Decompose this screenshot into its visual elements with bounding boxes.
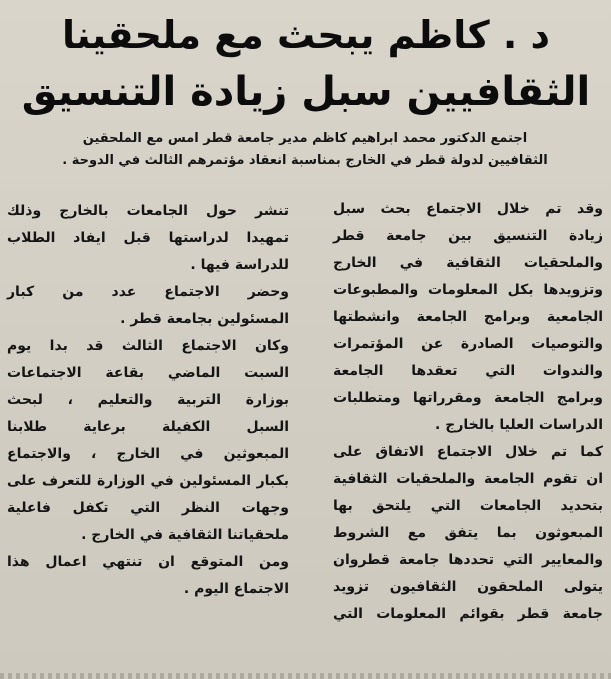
column-divider: [296, 200, 297, 670]
body-line: وتزويدها بكل المعلومات والمطبوعات: [333, 282, 603, 298]
headline-line-1: د . كاظم يبحث مع ملحقينا: [62, 13, 550, 57]
body-line: السبل الكفيلة برعاية طلابنا: [7, 419, 289, 435]
article-column-left: [7, 198, 289, 603]
body-line: الجامعية وبرامج الجامعة وانشطتها: [333, 309, 603, 325]
body-line: وقد تم خلال الاجتماع بحث سبل: [333, 201, 603, 217]
body-line: بكبار المسئولين في الوزارة للتعرف على: [7, 473, 289, 489]
body-line: الاجتماع اليوم .: [183, 581, 289, 597]
body-line: السبت الماضي بقاعة الاجتماعات: [7, 365, 289, 381]
body-line: ان تقوم الجامعة والملحقيات الثقافية: [333, 471, 603, 487]
bottom-border-rule: [0, 673, 611, 679]
body-line: تنشر حول الجامعات بالخارج وذلك: [7, 203, 289, 219]
body-line: والملحقيات الثقافية في الخارج: [333, 255, 603, 271]
body-line: بتحديد الجامعات التي يلتحق بها: [333, 498, 603, 514]
body-line: جامعة قطر بقوائم المعلومات التي: [333, 606, 603, 622]
body-line: ومن المتوقع ان تنتهي اعمال هذا: [7, 554, 289, 570]
body-line: والتوصيات الصادرة عن المؤتمرات: [333, 336, 603, 352]
body-line: زيادة التنسيق بين جامعة قطر: [333, 228, 603, 244]
body-line: والندوات التي تعقدها الجامعة: [333, 363, 603, 379]
body-line: كما تم خلال الاجتماع الاتفاق على: [333, 444, 603, 460]
body-line: تمهيدا لدراستها قبل ايفاد الطلاب: [7, 230, 289, 246]
body-line: بوزارة التربية والتعليم ، لبحث: [7, 392, 289, 408]
lead-paragraph-line-1: اجتمع الدكتور محمد ابراهيم كاظم مدير جامعة قطر امس مع الملحقين: [82, 131, 528, 146]
article-column-right: [333, 196, 603, 628]
body-line: المبعوثين في الخارج ، والاجتماع: [7, 446, 289, 462]
body-line: الدراسات العليا بالخارج .: [435, 417, 603, 433]
body-line: للدراسة فيها .: [190, 257, 289, 273]
body-line: وبرامج الجامعة ومقرراتها ومتطلبات: [333, 390, 603, 406]
body-line: يتولى الملحقون الثقافيون تزويد: [333, 579, 603, 595]
body-line: المسئولين بجامعة قطر .: [120, 311, 289, 327]
body-line: ملحقياتنا الثقافية في الخارج .: [81, 527, 289, 543]
lead-paragraph-line-2: الثقافيين لدولة قطر في الخارج بمناسبة انعقاد مؤتمرهم الثالث في الدوحة .: [62, 153, 548, 168]
body-line: والمعايير التي تحددها جامعة قطروان: [333, 552, 603, 568]
body-line: وكان الاجتماع الثالث قد بدا يوم: [7, 338, 289, 354]
headline-line-2: الثقافيين سبل زيادة التنسيق: [21, 69, 591, 115]
body-line: وحضر الاجتماع عدد من كبار: [7, 284, 289, 300]
body-line: وجهات النظر التي تكفل فاعلية: [7, 500, 289, 516]
body-line: المبعوثون بما يتفق مع الشروط: [333, 525, 603, 541]
